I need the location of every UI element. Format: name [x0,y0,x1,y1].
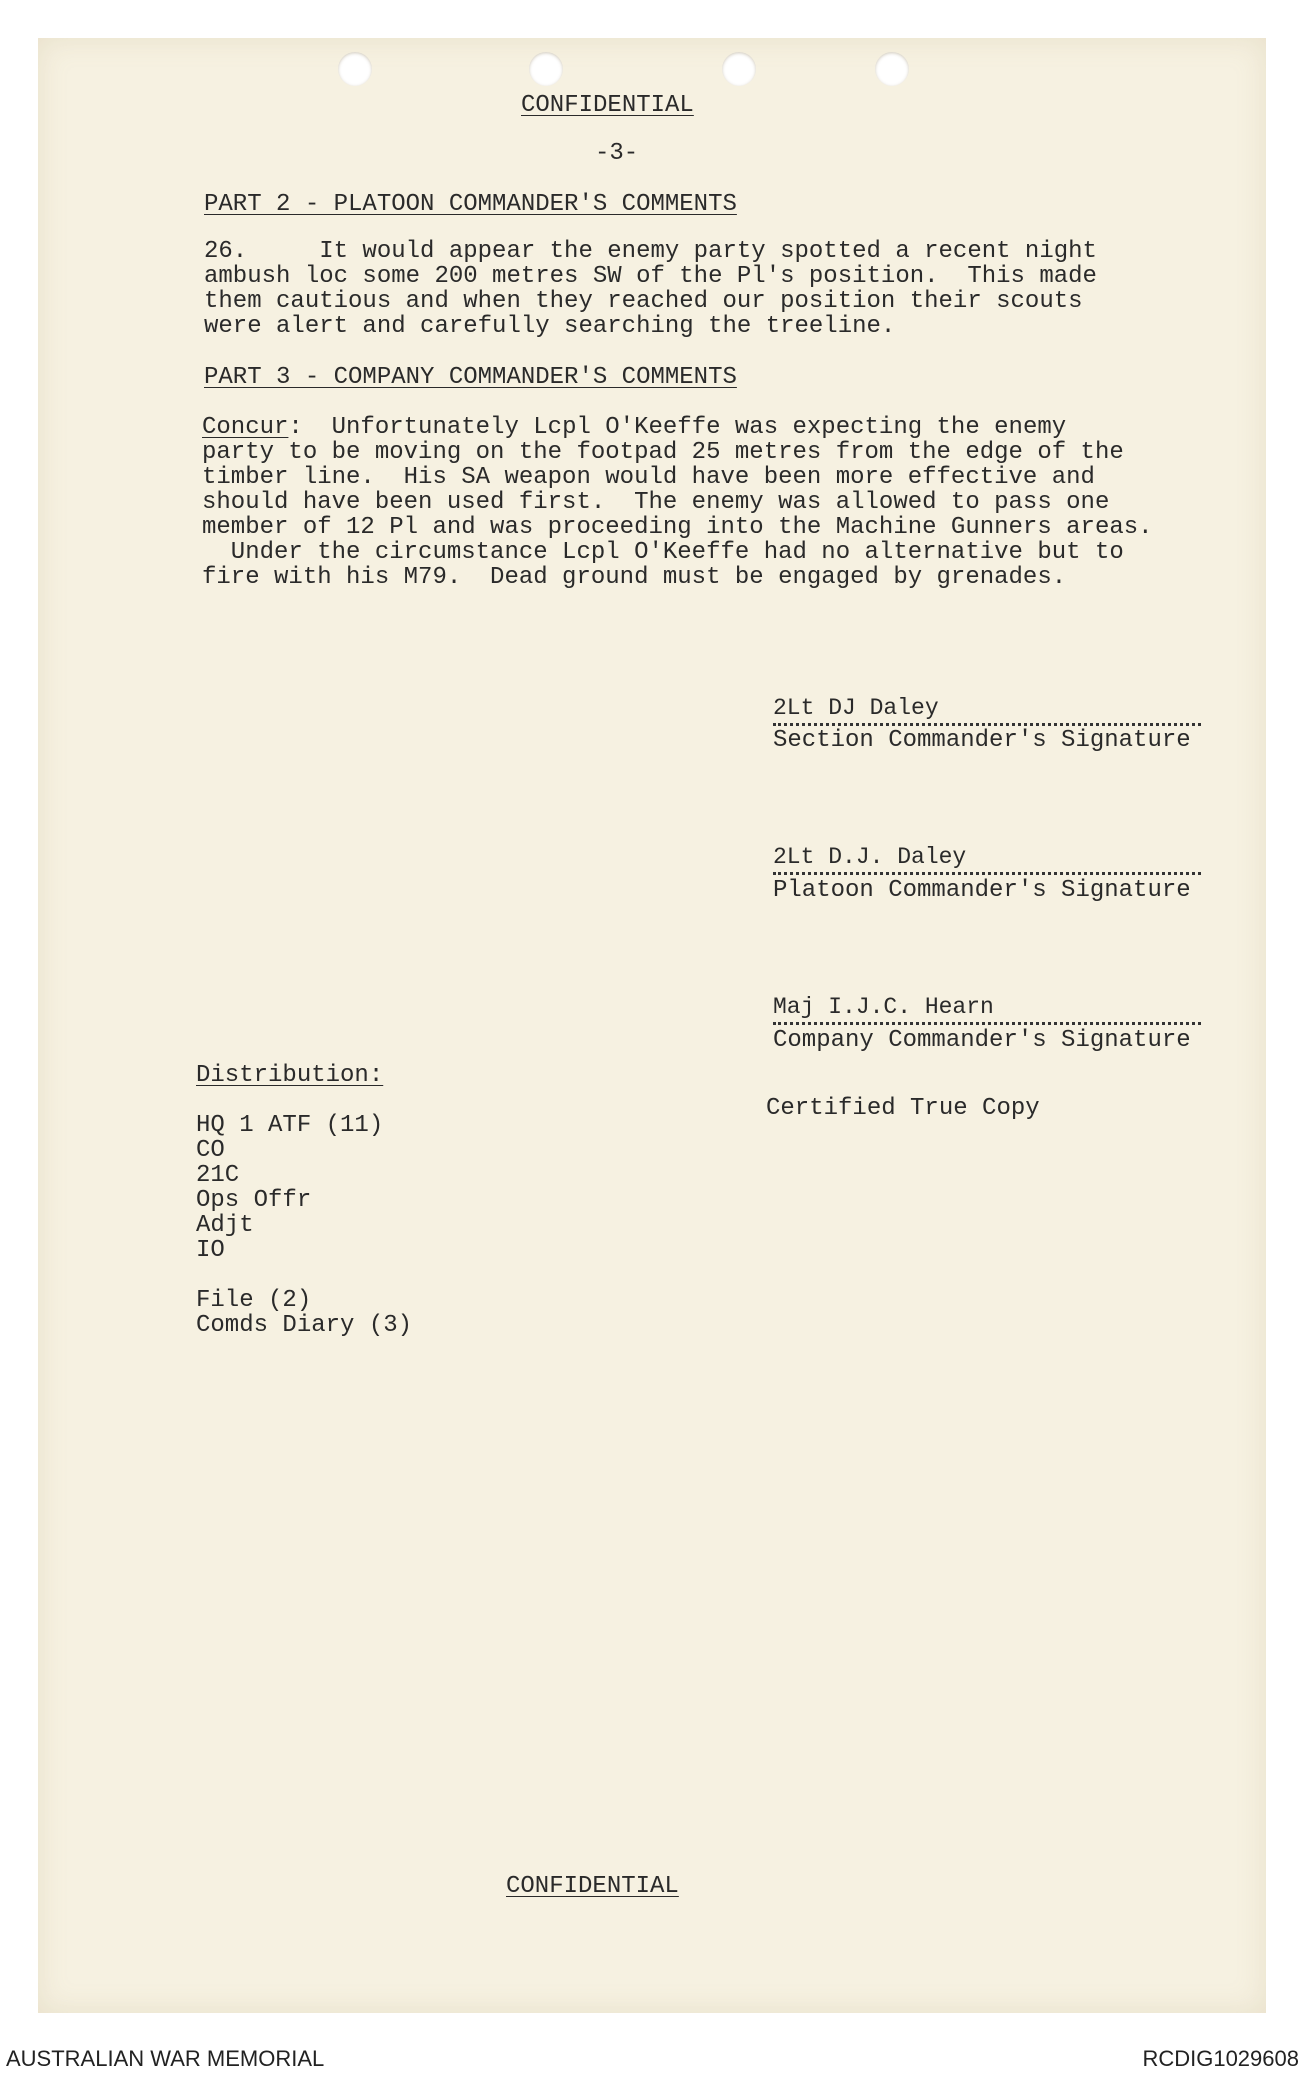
document-page [38,38,1266,2013]
platoon-commander-signature: 2Lt D.J. Daley [773,845,1201,875]
part3-line: should have been used first. The enemy was allowed to pass one [202,489,1110,516]
concur-label: Concur [202,414,289,441]
part3-heading: PART 3 - COMPANY COMMANDER'S COMMENTS [204,364,737,391]
part3-line: Under the circumstance Lcpl O'Keeffe had no alternative but to [202,539,1124,566]
part3-line: Concur: Unfortunately Lcpl O'Keeffe was expecting the enemy [202,414,1067,441]
punch-hole [875,52,909,86]
part2-line: 26. It would appear the enemy party spotted a recent night [204,238,1097,265]
part3-line: fire with his M79. Dead ground must be engaged by grenades. [202,564,1067,591]
distribution-heading: Distribution: [196,1062,384,1089]
part2-line: them cautious and when they reached our position their scouts [204,288,1083,315]
distribution-item: Ops Offr [196,1187,312,1214]
signature-caption: Platoon Commander's Signature [773,877,1191,904]
part3-line: timber line. His SA weapon would have been more effective and [202,464,1095,491]
punch-hole [338,52,372,86]
punch-hole [529,52,563,86]
distribution-item: HQ 1 ATF (11) [196,1112,384,1139]
section-commander-signature: 2Lt DJ Daley [773,696,1201,726]
part3-line: party to be moving on the footpad 25 metres from the edge of the [202,439,1124,466]
punch-hole [722,52,756,86]
distribution-item: Adjt [196,1212,254,1239]
signature-caption: Section Commander's Signature [773,727,1191,754]
distribution-item: 21C [196,1162,240,1189]
page-number: -3- [595,140,639,167]
part2-line: ambush loc some 200 metres SW of the Pl's position. This made [204,263,1097,290]
part3-line: member of 12 Pl and was proceeding into the Machine Gunners areas. [202,514,1153,541]
company-commander-signature: Maj I.J.C. Hearn [773,995,1201,1025]
header-classification: CONFIDENTIAL [521,92,694,119]
distribution-item: IO [196,1237,225,1264]
part2-line: were alert and carefully searching the treeline. [204,313,896,340]
certified-true-copy: Certified True Copy [766,1095,1040,1122]
signature-caption: Company Commander's Signature [773,1027,1191,1054]
footer-classification: CONFIDENTIAL [506,1873,679,1900]
archive-caption-right: RCDIG1029608 [1142,2046,1299,2071]
distribution-item: Comds Diary (3) [196,1312,413,1339]
distribution-item: CO [196,1137,225,1164]
distribution-item: File (2) [196,1287,312,1314]
archive-caption-left: AUSTRALIAN WAR MEMORIAL [6,2046,325,2071]
part2-heading: PART 2 - PLATOON COMMANDER'S COMMENTS [204,191,737,218]
